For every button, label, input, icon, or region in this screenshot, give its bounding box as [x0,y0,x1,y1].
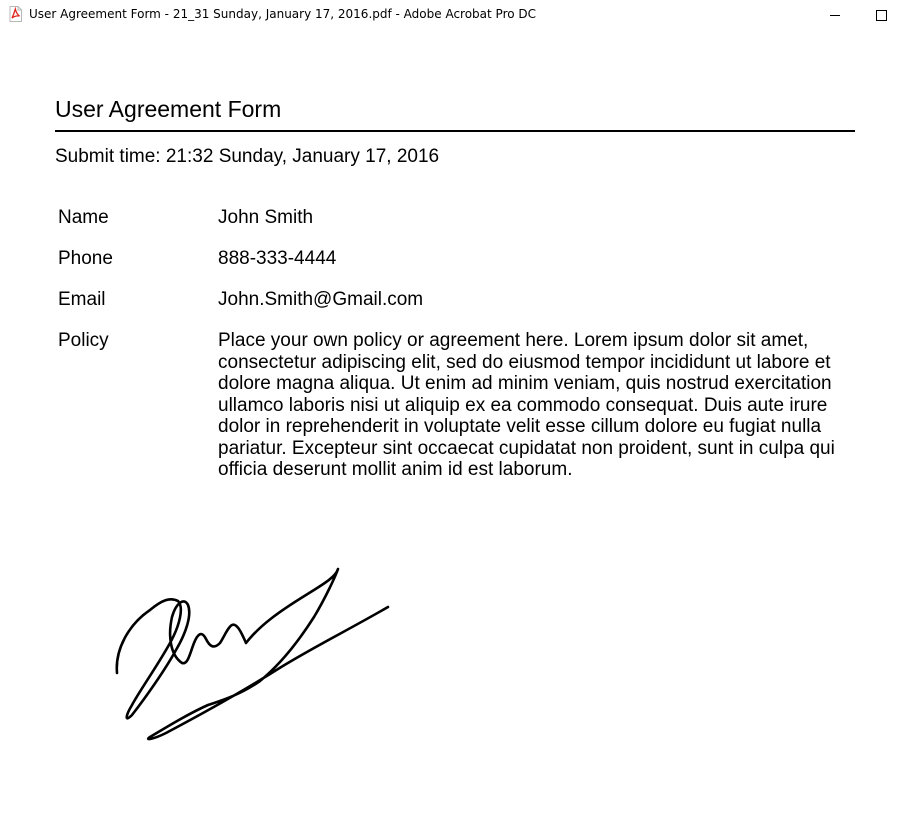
phone-label: Phone [58,248,113,269]
email-value: John.Smith@Gmail.com [218,289,424,310]
maximize-icon [876,10,887,21]
minimize-button[interactable] [812,0,858,30]
email-label: Email [58,289,106,310]
policy-label: Policy [58,330,109,351]
title-bar [0,0,908,30]
policy-text: Place your own policy or agreement here. Lorem ipsum dolor sit amet, consectetur adipiscing elit, sed do eiusmod tempor incididunt ut labore et dolore magna aliqua. Ut enim ad minim veniam, quis nostrud exercitation ullamco laboris nisi ut aliquip ex ea commodo consequat. Duis aute irure dolor in reprehenderit in voluptate velit esse cillum dolore eu fugiat nulla pariatur. Excepteur sint occaecat cupidatat non proident, sunt in culpa qui officia deserunt mollit anim id est laborum. [218,330,835,480]
signature-image [110,555,400,745]
submit-time: Submit time: 21:32 Sunday, January 17, 2016 [55,146,440,167]
document-title: User Agreement Form [55,96,282,122]
maximize-button[interactable] [858,0,904,30]
minimize-icon [830,15,840,16]
name-value: John Smith [218,207,314,228]
pdf-icon [9,6,22,22]
name-label: Name [58,207,109,228]
phone-value: 888-333-4444 [218,248,337,269]
window-title: User Agreement Form - 21_31 Sunday, January 17, 2016.pdf - Adobe Acrobat Pro DC [29,7,537,21]
title-divider [55,130,855,132]
document-page [0,30,908,838]
